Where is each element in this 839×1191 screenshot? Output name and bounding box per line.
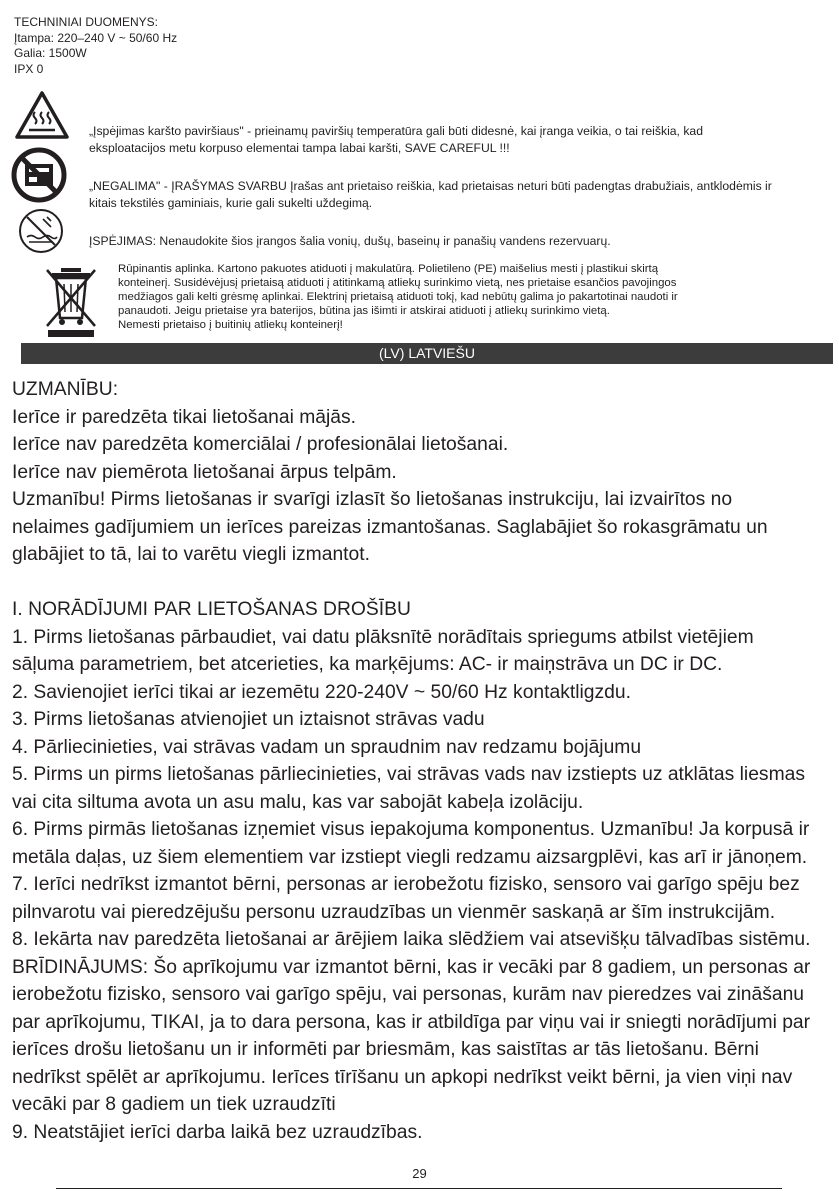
safety-line: 8. Iekārta nav paredzēta lietošanai ar ārējiem laika slēdžiem vai atsevišķu tālvadības sistēmu. [12, 929, 811, 950]
crossed-bin-icon [44, 264, 98, 340]
weee-line-4: panaudoti. Jeigu prietaise yra baterijos, būtina jas išimti ir atskirai atiduoti į atliekų surinkimo vietą. [118, 304, 610, 317]
footer-rule [56, 1188, 782, 1189]
safety-line: vai cita siltuma avota un asu malu, kas var sabojāt kabeļa izolāciju. [12, 791, 584, 813]
safety-line: vecāki par 8 gadiem un tiek uzraudzīti [12, 1094, 336, 1115]
water-warning [89, 233, 829, 250]
safety-line: 7. Ierīci nedrīkst izmantot bērni, personas ar ierobežotu fizisko, sensoro vai garīgo spēju bez [12, 874, 800, 895]
no-bath-water-icon [17, 207, 65, 255]
language-banner: (LV) LATVIEŠU [21, 343, 833, 364]
safety-heading: I. NORĀDĪJUMI PAR LIETOŠANAS DROŠĪBU [12, 599, 411, 620]
do-not-cover-line-1: „NEGALIMA" - ĮRAŠYMAS SVARBU Įrašas ant prietaiso reiškia, kad prietaisas neturi būti padengtas drabužiais, antklodėmis ir [89, 179, 772, 193]
weee-line-5: Nemesti prietaiso į buitinių atliekų konteinerį! [118, 318, 343, 331]
hot-surface-line-1: „Įspėjimas karšto paviršiaus" - prieinamų paviršių temperatūra gali būti didesnė, kai įranga veikia, o tai reiškia, kad [89, 124, 703, 138]
safety-line: 5. Pirms un pirms lietošanas pārliecinieties, vai strāvas vads nav izstiepts uz atklātas liesmas [12, 764, 805, 785]
safety-line: ierobežotu fizisko, sensoro vai garīgo spēju, vai personas, kurām nav pieredzes vai zināšanu [12, 984, 805, 1005]
technical-heading: TECHNINIAI DUOMENYS: [14, 15, 159, 29]
technical-power: Galia: 1500W [14, 46, 87, 60]
safety-line: nedrīkst spēlēt ar aprīkojumu. Ierīces tīrīšanu un apkopi nedrīkst veikt bērni, ja vien viņi nav [12, 1066, 793, 1088]
attention-line: Ierīce nav paredzēta komerciālai / profesionālai lietošanai. [12, 434, 509, 455]
weee-line-3: medžiagos gali kelti grėsmę aplinkai. Elektrinį prietaisą atiduoti tokį, kad nebūtų galima jo pakartotinai naudoti ir [118, 290, 678, 303]
attention-heading: UZMANĪBU: [12, 379, 119, 400]
attention-line: Ierīce ir paredzēta tikai lietošanai mājās. [12, 406, 357, 428]
safety-line: 6. Pirms pirmās lietošanas izņemiet visus iepakojuma komponentus. Uzmanību! Ja korpusā ir [12, 819, 810, 840]
do-not-cover-icon [11, 147, 67, 203]
weee-line-1: Rūpinantis aplinka. Kartono pakuotes atiduoti į makulatūrą. Polietileno (PE) maišelius mesti į plastikui skirtą [118, 263, 659, 275]
page-number: 29 [412, 1166, 427, 1181]
attention-line: nelaimes gadījumiem un ierīces pareizas izmantošanas. Saglabājiet šo rokasgrāmatu un [12, 516, 768, 538]
safety-line: 3. Pirms lietošanas atvienojiet un iztaisnot strāvas vadu [12, 709, 485, 730]
technical-data [14, 15, 177, 77]
technical-voltage: Įtampa: 220–240 V ~ 50/60 Hz [14, 30, 178, 45]
safety-line: 4. Pārliecinieties, vai strāvas vadam un spraudnim nav redzamu bojājumu [12, 736, 642, 758]
safety-line: BRĪDINĀJUMS: Šo aprīkojumu var izmantot bērni, kas ir vecāki par 8 gadiem, un personas ar [12, 956, 811, 978]
hot-surface-line-2: eksploatacijos metu korpuso elementai tampa labai karšti, SAVE CAREFUL !!! [89, 141, 510, 155]
hot-surface-icon [14, 90, 70, 140]
safety-line: 9. Neatstājiet ierīci darba laikā bez uzraudzības. [12, 1121, 423, 1143]
weee-notice [118, 263, 830, 333]
safety-line: metāla daļas, uz šiem elementiem var izstiept viegli redzamu aizsargplēvi, kas arī ir jānoņem. [12, 846, 808, 868]
safety-line: pilnvarotu vai pieredzējušu personu uzraudzības un vienmēr saskaņā ar šīm instrukcijām. [12, 901, 776, 923]
do-not-cover-warning [89, 178, 829, 212]
safety-line: par aprīkojumu, TIKAI, ja to dara persona, kas ir atbildīga par viņu vai ir sniegti norādījumi par [12, 1011, 811, 1033]
safety-line: ierīces drošu lietošanu un ir informēti par briesmām, kas saistītas ar tās lietošanu. Bērni [12, 1039, 759, 1060]
spacer [12, 569, 834, 597]
safety-line: 2. Savienojiet ierīci tikai ar iezemētu 220-240V ~ 50/60 Hz kontaktligzdu. [12, 681, 631, 703]
safety-line: sāļuma parametriem, bet atcerieties, ka marķējums: AC- ir maiņstrāva un DC ir DC. [12, 654, 723, 675]
technical-ipx: IPX 0 [14, 61, 44, 76]
hot-surface-warning [89, 123, 829, 157]
main-text [12, 376, 834, 1146]
attention-line: Uzmanību! Pirms lietošanas ir svarīgi izlasīt šo lietošanas instrukciju, lai izvairītos no [12, 489, 733, 510]
do-not-cover-line-2: kitais tekstilės gaminiais, kurie gali sukelti uždegimą. [89, 196, 373, 210]
weee-line-2: konteinerį. Susidėvėjusį prietaisą atiduoti į atitinkamą atliekų surinkimo vietą, nes prietaise esančios pavojingos [118, 276, 677, 289]
safety-line: 1. Pirms lietošanas pārbaudiet, vai datu plāksnītē norādītais spriegums atbilst vietējiem [12, 626, 754, 648]
attention-line: glabājiet to tā, lai to varētu viegli izmantot. [12, 544, 370, 565]
attention-line: Ierīce nav piemērota lietošanai ārpus telpām. [12, 461, 397, 483]
water-warning-line-1: ĮSPĖJIMAS: Nenaudokite šios įrangos šalia vonių, dušų, baseinų ir panašių vandens rezervuarų. [89, 234, 611, 248]
